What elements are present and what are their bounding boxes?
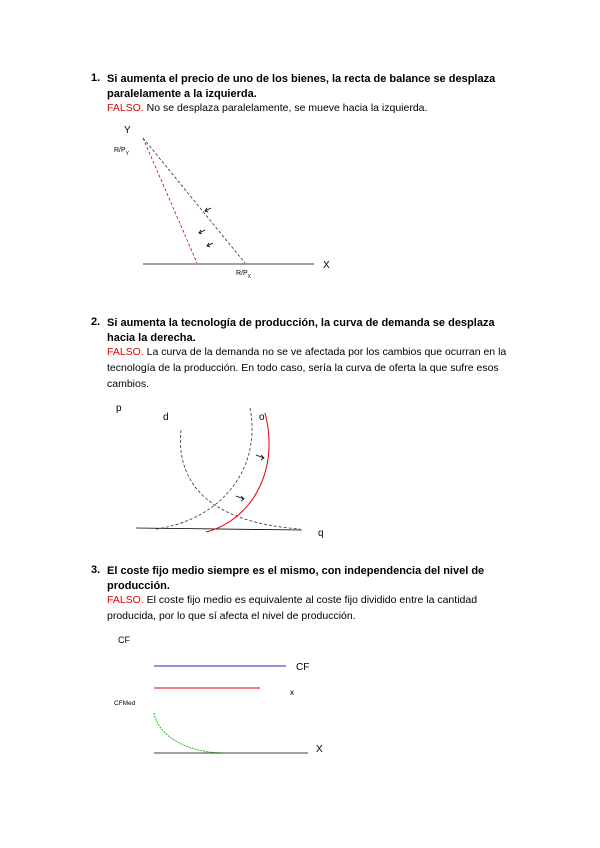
x-axis-label: X — [316, 744, 323, 755]
new-supply-curve — [206, 413, 269, 532]
average-fixed-cost-curve — [154, 713, 222, 753]
explanation: No se desplaza paralelamente, se mueve hacia la izquierda. — [143, 102, 428, 114]
explanation: La curva de la demanda no se ve afectada por los cambios que ocurran en la tecnología de la producción. En todo caso, sería la curva de oferta la que sufre esos cambios. — [107, 346, 507, 390]
y-axis-label: Y — [124, 125, 131, 136]
question-title: Si aumenta el precio de uno de los bienes, la recta de balance se desplaza paralelamente a la izquierda. — [107, 73, 496, 100]
q-axis-label: q — [318, 528, 324, 539]
question-answer — [107, 344, 527, 392]
cf-line-label: CF — [296, 662, 310, 673]
question-title: El coste fijo medio siempre es el mismo, con independencia del nivel de producción. — [107, 565, 485, 592]
budget-line-graph — [114, 125, 330, 280]
verdict: FALSO. — [107, 594, 144, 606]
demand-curve — [180, 430, 300, 529]
x-intercept-label: $R/P_X$ — [236, 270, 252, 280]
fixed-cost-graph — [114, 635, 323, 755]
question-number: 2. — [91, 316, 101, 328]
cfme-label: CFMed — [114, 700, 136, 707]
p-axis-label: p — [116, 403, 122, 414]
x-axis-label: X — [323, 260, 330, 271]
question-answer — [107, 592, 527, 624]
demand-label: d — [163, 412, 169, 423]
question-number: 3. — [91, 564, 101, 576]
question-number: 1. — [91, 72, 101, 84]
y-intercept-label: $R/P_Y$ — [114, 147, 130, 157]
supply-curve — [156, 408, 252, 529]
supply-demand-graph — [116, 403, 324, 539]
verdict: FALSO. — [107, 102, 144, 114]
q-axis — [136, 528, 302, 530]
cf-axis-label: CF — [118, 635, 130, 645]
supply-label: o — [259, 412, 265, 423]
x-mid-label: x — [290, 688, 294, 697]
original-budget-line — [143, 138, 245, 263]
explanation: El coste fijo medio es equivalente al coste fijo dividido entre la cantidad producida, por lo que sí afecta el nivel de producción. — [107, 594, 478, 622]
shift-arrows — [236, 455, 264, 501]
shift-arrows — [199, 208, 213, 247]
new-budget-line — [143, 138, 197, 263]
question-title: Si aumenta la tecnología de producción, la curva de demanda se desplaza hacia la derecha. — [107, 317, 495, 344]
verdict: FALSO. — [107, 346, 144, 358]
